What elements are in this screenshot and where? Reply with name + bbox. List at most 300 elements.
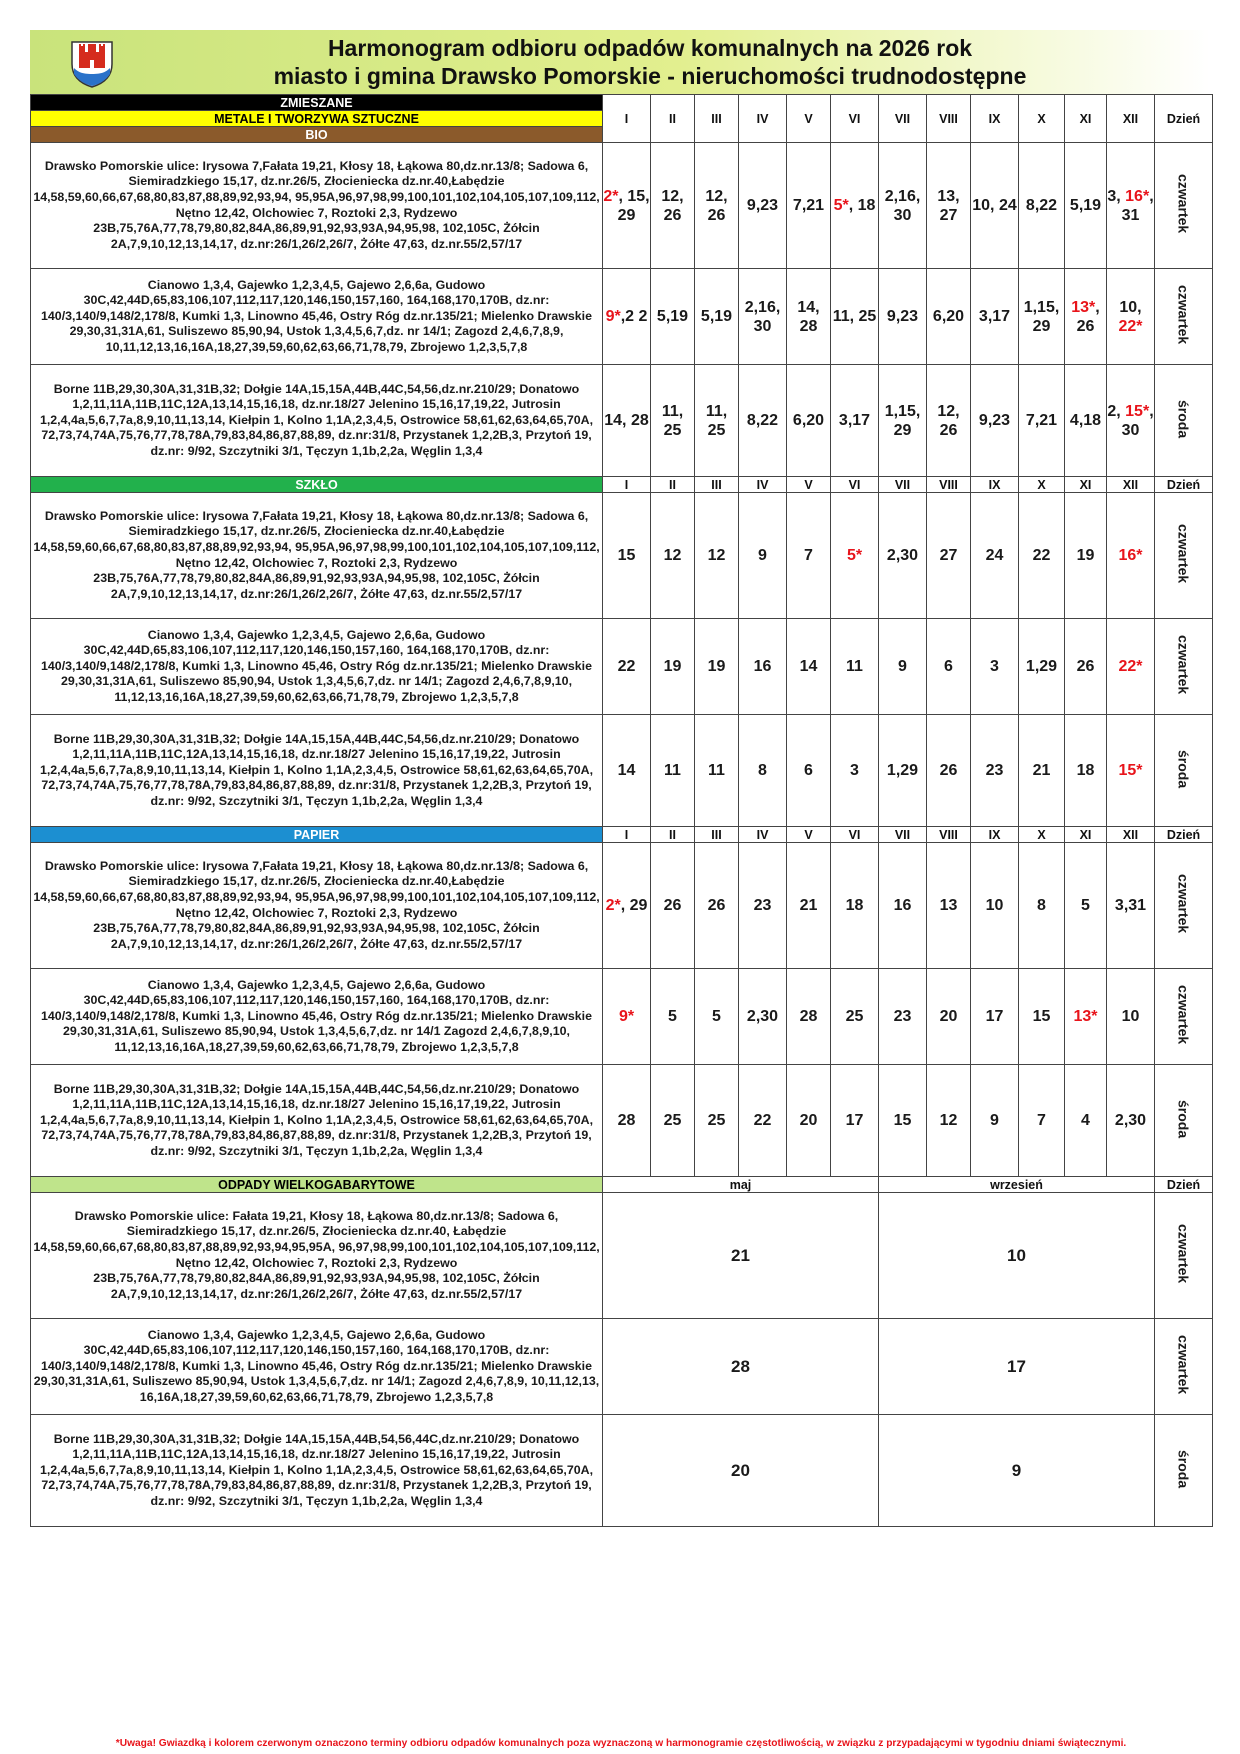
month-header: VI — [831, 477, 879, 493]
pickup-date: 16 — [753, 658, 772, 675]
pickup-date: 1,29 — [886, 762, 919, 779]
pickup-date-cell — [831, 269, 879, 365]
month-header: XII — [1107, 95, 1155, 143]
pickup-date-cell — [1065, 143, 1107, 269]
pickup-date: 7 — [1037, 1112, 1046, 1129]
month-header-may: maj — [603, 1177, 879, 1193]
pickup-date: 24 — [985, 547, 1004, 564]
pickup-date-cell — [695, 619, 739, 715]
month-header: II — [651, 95, 695, 143]
month-header: V — [787, 827, 831, 843]
pickup-date-cell — [1065, 493, 1107, 619]
address-cell: Cianowo 1,3,4, Gajewko 1,2,3,4,5, Gajewo 2,6,6a, Gudowo 30C,42,44D,65,83,106,107,112,117,120,146,150,157,160, 164,168,170,170B, dz.nr: 140/3,140/9,148/2,178/8, Kumki 1,3, Linowno 45,46, Ostry Róg dz.nr.135/21; Mielenko Drawskie 29,30,31,31A,61, Suliszewo 85,90,94, Ustok 1,3,4,5,6,7,dz. nr 14/1; Zagozd 2,4,6,7,8,9, 10,11,12,13,16,16A,18,27,39,59,60,62,63,66,71,78,79, Zbrojewo 1,2,3,5,7,8 — [31, 269, 603, 365]
pickup-date-cell — [603, 619, 651, 715]
pickup-date-cell — [651, 143, 695, 269]
pickup-date-cell — [603, 143, 651, 269]
pickup-date-cell — [879, 715, 927, 827]
pickup-date-cell — [927, 269, 971, 365]
pickup-date: 11, 25 — [832, 308, 877, 325]
weekday-label: środa — [1175, 749, 1192, 789]
month-header: I — [603, 477, 651, 493]
pickup-date: 10, 24 — [972, 197, 1017, 214]
pickup-date-cell — [739, 143, 787, 269]
pickup-date: 23 — [753, 897, 772, 914]
pickup-date: 9 — [990, 1112, 999, 1129]
pickup-date: 10 — [1121, 1008, 1140, 1025]
pickup-date: 11, 25 — [661, 402, 684, 439]
pickup-date-cell — [927, 969, 971, 1065]
category-szklo: SZKŁO — [31, 477, 603, 493]
pickup-date: 2,16, 30 — [884, 187, 921, 224]
pickup-date: 1,15, 29 — [884, 402, 921, 439]
address-cell: Borne 11B,29,30,30A,31,31B,32; Dołgie 14A,15,15A,44B,44C,54,56,dz.nr.210/29; Donatowo 1,2,11,11A,11B,11C,12A,13,14,15,16,18, dz.nr.18/27 Jelenino 15,16,17,19,22, Jutrosin 1,2,4,4a,5,6,7,7a,8,9,10,11,13,14, Kiełpin 1, Kolno 1,1A,2,3,4,5, Ostrowice 58,61,62,63,64,65,70A, 72,73,74,74A,75,76,77,78,78A,79,83,84,86,87,88,89, dz.nr:31/8, Przystanek 1,2,2B,3, Przytoń 19, dz.nr: 9/92, Szczytniki 3/1, Tęczyn 1,1b,2,2a, Węglin 1,3,4 — [31, 365, 603, 477]
category-bio: BIO — [31, 127, 603, 143]
pickup-date-cell — [651, 269, 695, 365]
pickup-date: 25 — [663, 1112, 682, 1129]
pickup-date: 26 — [1076, 658, 1095, 675]
pickup-date-cell — [695, 969, 739, 1065]
pickup-date-september: 10 — [879, 1193, 1155, 1319]
pickup-date-cell — [603, 969, 651, 1065]
pickup-date: 11 — [664, 762, 681, 779]
pickup-date: , 31 — [1121, 187, 1154, 224]
pickup-date: 11 — [846, 658, 863, 675]
month-header: V — [787, 95, 831, 143]
pickup-date-cell — [971, 715, 1019, 827]
weekday-cell — [1155, 1319, 1213, 1415]
pickup-date-cell — [695, 269, 739, 365]
table-row — [31, 969, 1213, 1065]
month-header: VII — [879, 95, 927, 143]
pickup-date: 13, 27 — [937, 187, 960, 224]
pickup-date-cell — [1065, 715, 1107, 827]
pickup-date: 26 — [707, 897, 726, 914]
category-papier: PAPIER — [31, 827, 603, 843]
pickup-date: 10 — [985, 897, 1004, 914]
pickup-date: 7,21 — [792, 197, 825, 214]
pickup-date: 4,18 — [1069, 412, 1102, 429]
weekday-label: środa — [1175, 1099, 1192, 1139]
pickup-date-cell — [787, 843, 831, 969]
pickup-date-cell — [971, 493, 1019, 619]
pickup-date: 4 — [1081, 1112, 1090, 1129]
pickup-date: 21 — [1032, 762, 1051, 779]
page-title — [130, 34, 1170, 90]
weekday-label: środa — [1175, 399, 1192, 439]
address-cell: Borne 11B,29,30,30A,31,31B,32; Dołgie 14A,15,15A,44B,54,56,44C,dz.nr.210/29; Donatowo 1,2,11,11A,11B,11C,12A,13,14,15,16,18, dz.nr.18/27 Jelenino 15,16,17,19,22, Jutrosin 1,2,4,4a,5,6,7,7a,8,9,10,11,13,14, Kiełpin 1, Kolno 1,1A,2,3,4,5, Ostrowice 58,61,62,63,64,65,70A, 72,73,74,74A,75,76,77,78,78A,79,83,84,86,87,88,89, dz.nr:31/8, Przystanek 1,2,2B,3, Przytoń 19, dz.nr: 9/92, Szczytniki 3/1, Tęczyn 1,1b,2,2a, Węglin 1,3,4 — [31, 1415, 603, 1527]
category-metale: METALE I TWORZYWA SZTUCZNE — [31, 111, 603, 127]
pickup-date-cell — [603, 365, 651, 477]
pickup-date: 7,21 — [1025, 412, 1058, 429]
month-header: XI — [1065, 95, 1107, 143]
pickup-date: 18 — [845, 897, 864, 914]
table-row — [31, 619, 1213, 715]
table-row — [31, 1065, 1213, 1177]
pickup-date: 8,22 — [1025, 197, 1058, 214]
pickup-date-cell — [971, 1065, 1019, 1177]
pickup-date-cell — [831, 969, 879, 1065]
pickup-date-cell — [1065, 843, 1107, 969]
address-cell: Cianowo 1,3,4, Gajewko 1,2,3,4,5, Gajewo 2,6,6a, Gudowo 30C,42,44D,65,83,106,107,112,117,120,146,150,157,160, 164,168,170,170B, dz.nr: 140/3,140/9,148/2,178/8, Kumki 1,3, Linowno 45,46, Ostry Róg dz.nr.135/21; Mielenko Drawskie 29,30,31,31A,61, Suliszewo 85,90,94, Ustok 1,3,4,5,6,7,dz. nr 14/1; Zagozd 2,4,6,7,8,9, 10,11,12,13, 16,16A,18,27,39,59,60,62,63,66,71,78,79, Zbrojewo 1,2,3,5,7,8 — [31, 1319, 603, 1415]
pickup-date-cell — [603, 269, 651, 365]
pickup-date-cell — [879, 143, 927, 269]
address-cell: Drawsko Pomorskie ulice: Irysowa 7,Fałata 19,21, Kłosy 18, Łąkowa 80,dz.nr.13/8; Sadowa 6, Siemiradzkiego 15,17, dz.nr.26/5, Złocieniecka dz.nr.40,Łabędzie 14,58,59,60,66,67,68,80,83,87,88,89,92,93,94, 95,95A,96,97,98,99,100,101,102,104,105,107,109,112, Nętno 12,42, Olchowiec 7, Roztoki 2,3, Rydzewo 23B,75,76A,77,78,79,80,82,84A,86,89,91,92,93,93A,94,95,98, 102,105C, Żółcin 2A,7,9,10,12,13,14,17, dz.nr:26/1,26/2,26/7, Żółte 47,63, dz.nr.55/2,57/17 — [31, 843, 603, 969]
pickup-date-cell — [787, 365, 831, 477]
month-header: IX — [971, 95, 1019, 143]
pickup-date: 5 — [668, 1008, 677, 1025]
month-header: VII — [879, 827, 927, 843]
weekday-cell — [1155, 493, 1213, 619]
pickup-date: 25 — [707, 1112, 726, 1129]
pickup-date: 3 — [850, 762, 859, 779]
pickup-date-cell — [927, 143, 971, 269]
pickup-date: , 18 — [848, 197, 876, 214]
pickup-date-cell — [603, 843, 651, 969]
coat-of-arms-icon — [68, 38, 116, 88]
pickup-date-cell — [695, 1065, 739, 1177]
pickup-date: 25 — [845, 1008, 864, 1025]
pickup-date: 22 — [1032, 547, 1051, 564]
pickup-date: 6 — [944, 658, 953, 675]
month-header: XI — [1065, 827, 1107, 843]
weekday-label: środa — [1175, 1449, 1192, 1489]
pickup-date-cell — [1019, 843, 1065, 969]
pickup-date-cell — [1019, 715, 1065, 827]
month-header: IX — [971, 827, 1019, 843]
pickup-date: 3,31 — [1114, 897, 1147, 914]
pickup-date: 5,19 — [1069, 197, 1102, 214]
address-cell: Drawsko Pomorskie ulice: Irysowa 7,Fałata 19,21, Kłosy 18, Łąkowa 80,dz.nr.13/8; Sadowa 6, Siemiradzkiego 15,17, dz.nr.26/5, Złocieniecka dz.nr.40,Łabędzie 14,58,59,60,66,67,68,80,83,87,88,89,92,93,94, 95,95A,96,97,98,99,100,101,102,104,105,107,109,112, Nętno 12,42, Olchowiec 7, Roztoki 2,3, Rydzewo 23B,75,76A,77,78,79,80,82,84A,86,89,91,92,93,93A,94,95,98, 102,105C, Żółcin 2A,7,9,10,12,13,14,17, dz.nr:26/1,26/2,26/7, Żółte 47,63, dz.nr.55/2,57/17 — [31, 143, 603, 269]
day-header: Dzień — [1155, 1177, 1213, 1193]
holiday-date: 16* — [1125, 187, 1150, 205]
pickup-date: 17 — [985, 1008, 1004, 1025]
address-cell: Borne 11B,29,30,30A,31,31B,32; Dołgie 14A,15,15A,44B,44C,54,56,dz.nr.210/29; Donatowo 1,2,11,11A,11B,11C,12A,13,14,15,16,18, dz.nr.18/27 Jelenino 15,16,17,19,22, Jutrosin 1,2,4,4a,5,6,7,7a,8,9,10,11,13,14, Kiełpin 1, Kolno 1,1A,2,3,4,5, Ostrowice 58,61,62,63,64,65,70A, 72,73,74,74A,75,76,77,78,78A,79,83,84,86,87,88,89, dz.nr:31/8, Przystanek 1,2,2B,3, Przytoń 19, dz.nr: 9/92, Szczytniki 3/1, Tęczyn 1,1b,2,2a, Węglin 1,3,4 — [31, 715, 603, 827]
month-header: IV — [739, 827, 787, 843]
pickup-date: 20 — [939, 1008, 958, 1025]
pickup-date: 15 — [617, 547, 636, 564]
holiday-date: 22* — [1118, 317, 1143, 335]
pickup-date-cell — [831, 493, 879, 619]
pickup-date-cell — [651, 843, 695, 969]
weekday-cell — [1155, 1193, 1213, 1319]
pickup-date: 5,19 — [700, 308, 733, 325]
month-header: VII — [879, 477, 927, 493]
pickup-date-cell — [879, 365, 927, 477]
month-header: I — [603, 827, 651, 843]
pickup-date-cell — [1019, 619, 1065, 715]
pickup-date: 12, 26 — [937, 402, 960, 439]
address-cell: Borne 11B,29,30,30A,31,31B,32; Dołgie 14A,15,15A,44B,44C,54,56,dz.nr.210/29; Donatowo 1,2,11,11A,11B,11C,12A,13,14,15,16,18, dz.nr.18/27 Jelenino 15,16,17,19,22, Jutrosin 1,2,4,4a,5,6,7,7a,8,9,10,11,13,14, Kiełpin 1, Kolno 1,1A,2,3,4,5, Ostrowice 58,61,62,63,64,65,70A, 72,73,74,74A,75,76,77,78,78A,79,83,84,86,87,88,89, dz.nr:31/8, Przystanek 1,2,2B,3, Przytoń 19, dz.nr: 9/92, Szczytniki 3/1, Tęczyn 1,1b,2,2a, Węglin 1,3,4 — [31, 1065, 603, 1177]
month-header-september: wrzesień — [879, 1177, 1155, 1193]
pickup-date: 8 — [1037, 897, 1046, 914]
pickup-date: 3,17 — [838, 412, 871, 429]
pickup-date-cell — [695, 493, 739, 619]
address-cell: Drawsko Pomorskie ulice: Irysowa 7,Fałata 19,21, Kłosy 18, Łąkowa 80,dz.nr.13/8; Sadowa 6, Siemiradzkiego 15,17, dz.nr.26/5, Złocieniecka dz.nr.40,Łabędzie 14,58,59,60,66,67,68,80,83,87,88,89,92,93,94, 95,95A,96,97,98,99,100,101,102,104,105,107,109,112, Nętno 12,42, Olchowiec 7, Roztoki 2,3, Rydzewo 23B,75,76A,77,78,79,80,82,84A,86,89,91,92,93,93A,94,95,98, 102,105C, Żółcin 2A,7,9,10,12,13,14,17, dz.nr:26/1,26/2,26/7, Żółte 47,63, dz.nr.55/2,57/17 — [31, 493, 603, 619]
pickup-date: 19 — [663, 658, 682, 675]
pickup-date: 14, 28 — [604, 412, 649, 429]
pickup-date: 8 — [758, 762, 767, 779]
title-line-2: miasto i gmina Drawsko Pomorskie - nieruchomości trudnodostępne — [273, 63, 1027, 89]
pickup-date-cell — [651, 969, 695, 1065]
pickup-date-cell — [971, 843, 1019, 969]
pickup-date: 14, 28 — [797, 298, 820, 335]
weekday-cell — [1155, 1065, 1213, 1177]
pickup-date-cell — [831, 365, 879, 477]
pickup-date-cell — [739, 269, 787, 365]
holiday-date: 22* — [1118, 658, 1143, 675]
pickup-date: 2,30 — [1114, 1112, 1147, 1129]
holiday-date: 5* — [846, 547, 863, 564]
weekday-cell — [1155, 969, 1213, 1065]
pickup-date: 20 — [799, 1112, 818, 1129]
month-header: VI — [831, 827, 879, 843]
pickup-date-cell — [739, 1065, 787, 1177]
category-zmieszane: ZMIESZANE — [31, 95, 603, 111]
weekday-label: czwartek — [1175, 874, 1192, 934]
pickup-date: 6 — [804, 762, 813, 779]
pickup-date: 22 — [617, 658, 636, 675]
table-row — [31, 143, 1213, 269]
pickup-date: 2,30 — [746, 1008, 779, 1025]
pickup-date-september: 9 — [879, 1415, 1155, 1527]
pickup-date: 26 — [663, 897, 682, 914]
pickup-date-cell — [739, 619, 787, 715]
category-wielkogabarytowe: ODPADY WIELKOGABARYTOWE — [31, 1177, 603, 1193]
pickup-date-cell — [787, 969, 831, 1065]
holiday-date: 9* — [618, 1008, 635, 1025]
pickup-date: 9,23 — [886, 308, 919, 325]
weekday-label: czwartek — [1175, 524, 1192, 584]
pickup-date: 11 — [708, 762, 725, 779]
pickup-date: 2,30 — [886, 547, 919, 564]
pickup-date-cell — [739, 365, 787, 477]
pickup-date-cell — [831, 1065, 879, 1177]
pickup-date: 12 — [707, 547, 726, 564]
holiday-date: 2* — [603, 187, 619, 205]
title-line-1: Harmonogram odbioru odpadów komunalnych na 2026 rok — [327, 35, 973, 61]
pickup-date-cell — [1065, 969, 1107, 1065]
pickup-date: 6,20 — [792, 412, 825, 429]
table-row — [31, 493, 1213, 619]
pickup-date-cell — [1019, 143, 1065, 269]
pickup-date-cell — [1107, 365, 1155, 477]
month-header: IV — [739, 95, 787, 143]
pickup-date: 23 — [985, 762, 1004, 779]
pickup-date-september: 17 — [879, 1319, 1155, 1415]
pickup-date-cell — [739, 715, 787, 827]
month-header: XI — [1065, 477, 1107, 493]
pickup-date-cell — [695, 843, 739, 969]
pickup-date: 15 — [893, 1112, 912, 1129]
pickup-date-cell — [651, 1065, 695, 1177]
pickup-date: 10, — [1119, 298, 1142, 316]
pickup-date-cell — [651, 715, 695, 827]
pickup-date-cell — [1019, 365, 1065, 477]
pickup-date: 27 — [939, 547, 958, 564]
pickup-date-cell — [787, 715, 831, 827]
pickup-date-cell — [971, 365, 1019, 477]
pickup-date-cell — [603, 715, 651, 827]
pickup-date: 12, 26 — [705, 187, 728, 224]
weekday-cell — [1155, 365, 1213, 477]
holiday-date: 15* — [1118, 762, 1143, 779]
pickup-date: 23 — [893, 1008, 912, 1025]
pickup-date: 16 — [893, 897, 912, 914]
holiday-date: 15* — [1125, 402, 1150, 420]
pickup-date: 9,23 — [746, 197, 779, 214]
pickup-date-cell — [879, 269, 927, 365]
pickup-date: 17 — [845, 1112, 864, 1129]
pickup-date: 12 — [663, 547, 682, 564]
table-row — [31, 843, 1213, 969]
day-header: Dzień — [1155, 477, 1213, 493]
address-cell: Cianowo 1,3,4, Gajewko 1,2,3,4,5, Gajewo 2,6,6a, Gudowo 30C,42,44D,65,83,106,107,112,117,120,146,150,157,160, 164,168,170,170B, dz.nr: 140/3,140/9,148/2,178/8, Kumki 1,3, Linowno 45,46, Ostry Róg dz.nr.135/21; Mielenko Drawskie 29,30,31,31A,61, Suliszewo 85,90,94, Ustok 1,3,4,5,6,7,dz. nr 14/1; Zagozd 2,4,6,7,8,9,10, 11,12,13,16,16A,18,27,39,59,60,62,63,66,71,78,79, Zbrojewo 1,2,3,5,7,8 — [31, 619, 603, 715]
pickup-date: 5 — [712, 1008, 721, 1025]
pickup-date: 22 — [753, 1112, 772, 1129]
weekday-cell — [1155, 143, 1213, 269]
holiday-date: 9* — [605, 308, 621, 325]
holiday-date: 13* — [1073, 1008, 1098, 1025]
weekday-label: czwartek — [1175, 1224, 1192, 1284]
day-header: Dzień — [1155, 95, 1213, 143]
month-header: III — [695, 827, 739, 843]
pickup-date-cell — [1019, 493, 1065, 619]
weekday-cell — [1155, 843, 1213, 969]
pickup-date-cell — [1065, 365, 1107, 477]
pickup-date: 7 — [804, 547, 813, 564]
pickup-date-may: 20 — [603, 1415, 879, 1527]
table-row — [31, 365, 1213, 477]
pickup-date: , 30 — [1121, 402, 1154, 439]
month-header: VIII — [927, 827, 971, 843]
pickup-date-cell — [1065, 1065, 1107, 1177]
pickup-date-cell — [739, 969, 787, 1065]
pickup-date: 9 — [758, 547, 767, 564]
weekday-cell — [1155, 1415, 1213, 1527]
table-row — [31, 1193, 1213, 1319]
month-header: IX — [971, 477, 1019, 493]
pickup-date-cell — [831, 619, 879, 715]
pickup-date-cell — [971, 143, 1019, 269]
pickup-date-cell — [927, 715, 971, 827]
table-row — [31, 1415, 1213, 1527]
pickup-date: , 29 — [620, 897, 648, 914]
pickup-date-cell — [927, 365, 971, 477]
table-row — [31, 269, 1213, 365]
month-header: VIII — [927, 95, 971, 143]
pickup-date-cell — [1107, 969, 1155, 1065]
month-header: V — [787, 477, 831, 493]
footnote: *Uwaga! Gwiazdką i kolorem czerwonym oznaczono terminy odbioru odpadów komunalnych poza wyznaczoną w harmonogramie częstotliwością, w związku z przypadającymi w tygodniu dniami świątecznymi. — [115, 1738, 1127, 1749]
month-header: VIII — [927, 477, 971, 493]
pickup-date-cell — [831, 715, 879, 827]
pickup-date-cell — [695, 143, 739, 269]
pickup-date-cell — [651, 619, 695, 715]
pickup-date-cell — [1107, 1065, 1155, 1177]
pickup-date: , 15, 29 — [617, 187, 650, 224]
month-header: X — [1019, 95, 1065, 143]
pickup-date-may: 28 — [603, 1319, 879, 1415]
pickup-date: 6,20 — [932, 308, 965, 325]
weekday-label: czwartek — [1175, 635, 1192, 695]
month-header: IV — [739, 477, 787, 493]
pickup-date: 5 — [1081, 897, 1090, 914]
page-header — [30, 30, 1210, 94]
pickup-date: 13 — [939, 897, 958, 914]
month-header: III — [695, 477, 739, 493]
pickup-date-cell — [971, 269, 1019, 365]
weekday-label: czwartek — [1175, 1335, 1192, 1395]
pickup-date: 2, — [1107, 402, 1126, 420]
pickup-date-cell — [1019, 969, 1065, 1065]
pickup-date-cell — [787, 619, 831, 715]
day-header: Dzień — [1155, 827, 1213, 843]
pickup-date-cell — [879, 1065, 927, 1177]
pickup-date-cell — [1019, 269, 1065, 365]
pickup-date: 9,23 — [978, 412, 1011, 429]
month-header: XII — [1107, 827, 1155, 843]
pickup-date: 14 — [617, 762, 636, 779]
pickup-date: ,2 2 — [620, 308, 648, 325]
pickup-date: 26 — [939, 762, 958, 779]
month-header: X — [1019, 827, 1065, 843]
holiday-date: 16* — [1118, 547, 1143, 564]
address-cell: Drawsko Pomorskie ulice: Fałata 19,21, Kłosy 18, Łąkowa 80,dz.nr.13/8; Sadowa 6, Siemiradzkiego 15,17, dz.nr.26/5, Złocieniecka dz.nr.40, Łabędzie 14,58,59,60,66,67,68,80,83,87,88,89,92,93,94,95,95A, 96,97,98,99,100,101,102,104,105,107,109,112, Nętno 12,42, Olchowiec 7, Roztoki 2,3, Rydzewo 23B,75,76A,77,78,79,80,82,84A,86,89,91,92,93,93A,94,95,98, 102,105C, Żółcin 2A,7,9,10,12,13,14,17, dz.nr:26/1,26/2,26/7, Żółte 47,63, dz.nr.55/2,57/17 — [31, 1193, 603, 1319]
pickup-date-cell — [603, 493, 651, 619]
pickup-date: 19 — [707, 658, 726, 675]
pickup-date: 3,17 — [978, 308, 1011, 325]
pickup-date-may: 21 — [603, 1193, 879, 1319]
pickup-date-cell — [787, 269, 831, 365]
weekday-label: czwartek — [1175, 285, 1192, 345]
pickup-date: , 26 — [1076, 298, 1100, 335]
holiday-date: 2* — [605, 897, 621, 914]
pickup-date-cell — [927, 1065, 971, 1177]
pickup-date-cell — [879, 969, 927, 1065]
month-header: X — [1019, 477, 1065, 493]
month-header: II — [651, 477, 695, 493]
pickup-date-cell — [787, 493, 831, 619]
pickup-date: 12 — [939, 1112, 958, 1129]
pickup-date-cell — [831, 143, 879, 269]
pickup-date-cell — [879, 843, 927, 969]
pickup-date-cell — [695, 365, 739, 477]
table-row — [31, 1319, 1213, 1415]
pickup-date: 5,19 — [656, 308, 689, 325]
weekday-cell — [1155, 715, 1213, 827]
address-cell: Cianowo 1,3,4, Gajewko 1,2,3,4,5, Gajewo 2,6,6a, Gudowo 30C,42,44D,65,83,106,107,112,117,120,146,150,157,160, 164,168,170,170B, dz.nr: 140/3,140/9,148/2,178/8, Kumki 1,3, Linowno 45,46, Ostry Róg dz.nr.135/21; Mielenko Drawskie 29,30,31,31A,61, Suliszewo 85,90,94, Ustok 1,3,4,5,6,7,dz. nr 14/1 Zagozd 2,4,6,7,8,9,10, 11,12,13,16,16A,18,27,39,59,60,62,63,66,71,78,79, Zbrojewo 1,2,3,5,7,8 — [31, 969, 603, 1065]
month-header: III — [695, 95, 739, 143]
pickup-date-cell — [1065, 269, 1107, 365]
pickup-date-cell — [1107, 269, 1155, 365]
pickup-date-cell — [971, 969, 1019, 1065]
pickup-date-cell — [695, 715, 739, 827]
pickup-date-cell — [927, 843, 971, 969]
pickup-date-cell — [1107, 715, 1155, 827]
pickup-date: 14 — [799, 658, 818, 675]
pickup-date-cell — [879, 493, 927, 619]
pickup-date-cell — [1065, 619, 1107, 715]
pickup-date: 21 — [799, 897, 818, 914]
pickup-date-cell — [971, 619, 1019, 715]
pickup-date: 3, — [1107, 187, 1126, 205]
pickup-date-cell — [1107, 843, 1155, 969]
pickup-date-cell — [651, 365, 695, 477]
pickup-date: 8,22 — [746, 412, 779, 429]
pickup-date-cell — [739, 493, 787, 619]
pickup-date-cell — [879, 619, 927, 715]
pickup-date-cell — [651, 493, 695, 619]
